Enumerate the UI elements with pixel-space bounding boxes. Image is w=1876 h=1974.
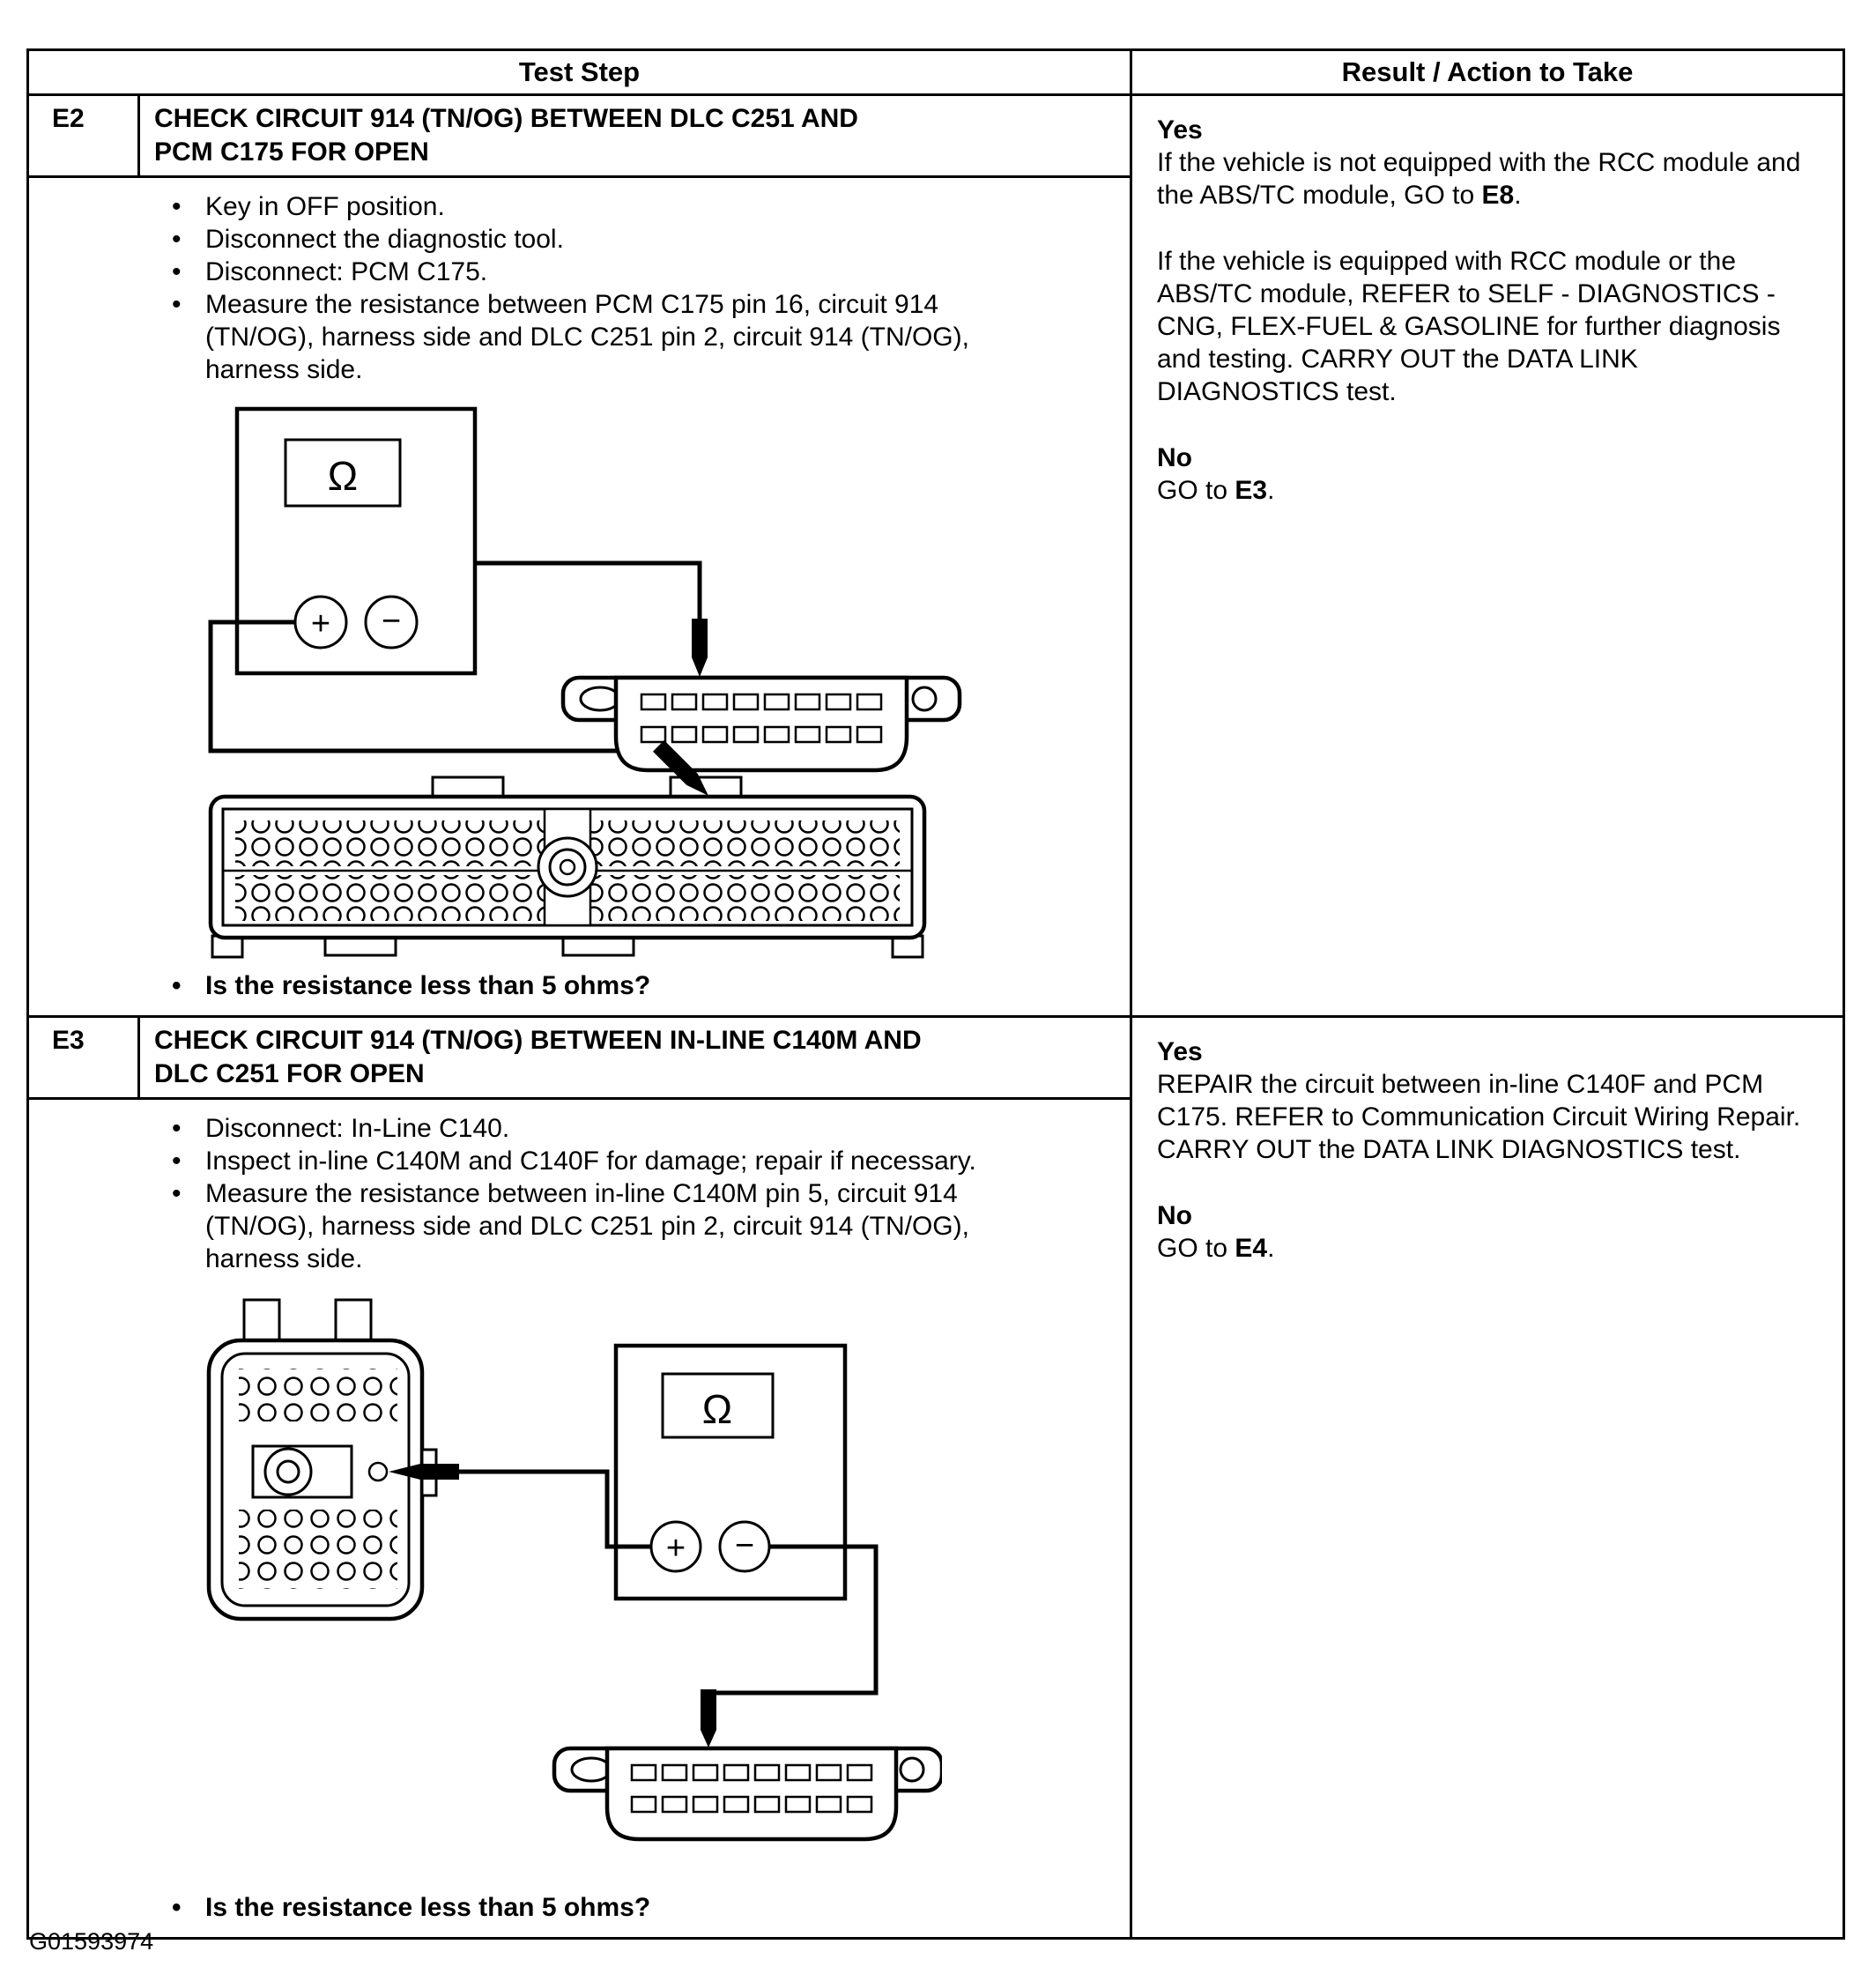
e2-step-list: [29, 190, 1130, 386]
column-header-result-action: Result / Action to Take: [1341, 56, 1634, 87]
dlc-connector-icon: [563, 678, 960, 770]
result-no-text: GO to E4.: [1157, 1234, 1275, 1263]
test-row-e2: [29, 96, 1843, 1018]
e2-step-body: [29, 178, 1130, 1015]
e3-title-band: [29, 1018, 1130, 1100]
step-reference: E8: [1481, 181, 1515, 210]
plus-label: +: [310, 605, 331, 642]
e2-title-band: [29, 96, 1130, 178]
test-step-item: • Disconnect the diagnostic tool.: [159, 223, 1033, 256]
wire: [475, 563, 700, 626]
result-yes-label: Yes: [1157, 1037, 1203, 1066]
multimeter-icon: [237, 409, 475, 673]
result-no-label: No: [1157, 1201, 1192, 1230]
ohm-display: Ω: [327, 453, 359, 499]
e2-title-line1: CHECK CIRCUIT 914 (TN/OG) BETWEEN DLC C251 AND: [154, 104, 858, 133]
e3-step-list: [29, 1112, 1130, 1275]
minus-label: −: [734, 1527, 755, 1564]
e3-result-cell: [1132, 1018, 1843, 1937]
test-probe-icon: [692, 619, 708, 677]
step-reference: E4: [1235, 1234, 1268, 1263]
pinpoint-test-table: [26, 48, 1845, 1940]
result-yes-text-2: If the vehicle is equipped with RCC module or the ABS/TC module, REFER to SELF - DIAGNOSTICS - CNG, FLEX-FUEL & GASOLINE for further diagnosis and testing. CARRY OUT the DATA LINK DIAGNOSTICS test.: [1157, 247, 1781, 406]
result-yes-text: REPAIR the circuit between in-line C140F and PCM C175. REFER to Communication Circuit Wiring Repair. CARRY OUT the DATA LINK DIAGNOSTICS test.: [1157, 1070, 1801, 1164]
e3-test-step-cell: [29, 1018, 1132, 1937]
pin-5: [369, 1463, 387, 1480]
test-step-item: • Key in OFF position.: [159, 190, 1033, 223]
result-yes-label: Yes: [1157, 115, 1203, 145]
e3-step-title: [140, 1018, 1130, 1097]
e2-question: • Is the resistance less than 5 ohms?: [29, 969, 1130, 1003]
test-step-item: • Measure the resistance between PCM C175 pin 16, circuit 914 (TN/OG), harness side and DLC C251 pin 2, circuit 914 (TN/OG), harness side.: [159, 288, 1033, 386]
e3-wiring-diagram: [202, 1295, 942, 1859]
e3-step-body: [29, 1100, 1130, 1937]
pcm-connector-icon: [211, 777, 924, 957]
e3-title-line1: CHECK CIRCUIT 914 (TN/OG) BETWEEN IN-LINE C140M AND: [154, 1026, 922, 1055]
result-no-label: No: [1157, 443, 1192, 472]
test-step-item: • Inspect in-line C140M and C140F for damage; repair if necessary.: [159, 1145, 1033, 1177]
test-probe-icon: [701, 1689, 716, 1748]
figure-id-code: G01593974: [29, 1928, 154, 1955]
e2-test-step-cell: [29, 96, 1132, 1015]
test-step-item: • Disconnect: PCM C175.: [159, 256, 1033, 288]
result-no-text: GO to E3.: [1157, 476, 1275, 505]
plus-label: +: [665, 1530, 686, 1567]
step-reference: E3: [1235, 476, 1268, 505]
e3-step-id: E3: [29, 1018, 140, 1097]
e2-wiring-diagram: [202, 400, 977, 964]
e2-title-line2: PCM C175 FOR OPEN: [154, 137, 429, 167]
column-header-test-step: Test Step: [29, 51, 1132, 93]
e2-step-id: E2: [29, 96, 140, 175]
e2-step-title: [140, 96, 1130, 175]
test-step-item: • Measure the resistance between in-line C140M pin 5, circuit 914 (TN/OG), harness side and DLC C251 pin 2, circuit 914 (TN/OG), harness side.: [159, 1177, 1033, 1275]
ohm-display: Ω: [701, 1386, 733, 1432]
inline-connector-icon: [209, 1300, 436, 1619]
test-row-e3: [29, 1018, 1843, 1937]
dlc-connector-icon: [554, 1748, 942, 1839]
e2-result-cell: [1132, 96, 1843, 1015]
test-step-item: • Disconnect: In-Line C140.: [159, 1112, 1033, 1145]
minus-label: −: [381, 603, 402, 640]
e3-title-line2: DLC C251 FOR OPEN: [154, 1059, 425, 1088]
result-yes-text-1: If the vehicle is not equipped with the RCC module and the ABS/TC module, GO to E8.: [1157, 148, 1801, 210]
table-header-row: [29, 51, 1843, 96]
e3-question: • Is the resistance less than 5 ohms?: [29, 1891, 1130, 1925]
